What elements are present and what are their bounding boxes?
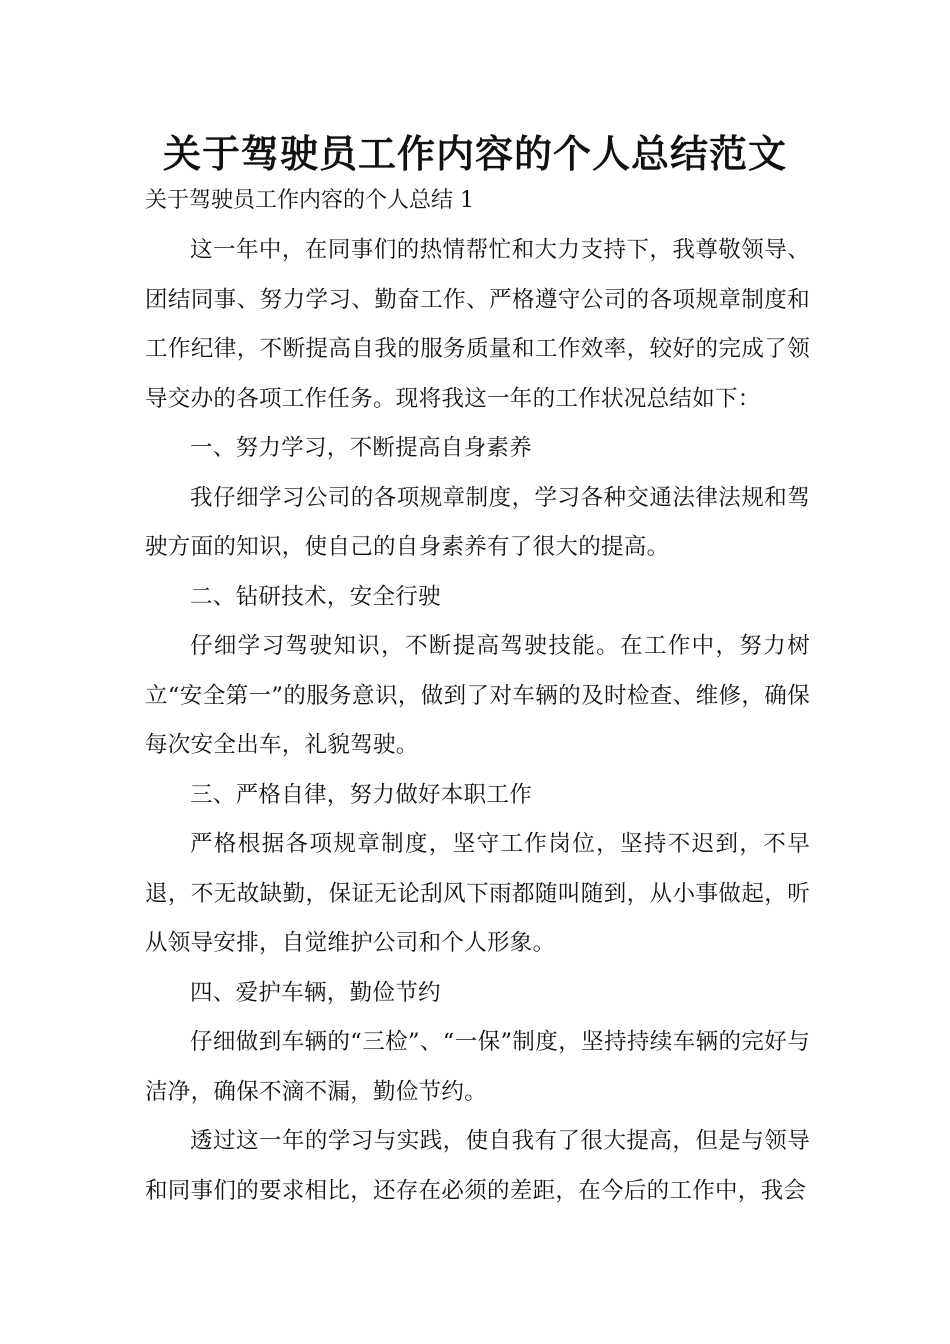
section-heading-3: 三、严格自律，努力做好本职工作 [190,781,533,808]
document-body [145,226,810,1216]
paragraph-intro: 这一年中，在同事们的热情帮忙和大力支持下，我尊敬领导、团结同事、努力学习、勤奋工作、严格遵守公司的各项规章制度和工作纪律，不断提高自我的服务质量和工作效率，较好的完成了领导交办的各项工作任务。现将我这一年的工作状况总结如下： [145,237,810,412]
document-subtitle: 关于驾驶员工作内容的个人总结 1 [145,188,474,213]
paragraph-study: 我仔细学习公司的各项规章制度，学习各种交通法律法规和驾驶方面的知识，使自己的自身素养有了很大的提高。 [145,484,810,560]
section-heading-2: 二、钻研技术，安全行驶 [190,583,441,610]
section-heading-1: 一、努力学习，不断提高自身素养 [190,435,533,461]
document-title: 关于驾驶员工作内容的个人总结范文 [162,132,787,176]
section-heading-4: 四、爱护车辆，勤俭节约 [190,979,441,1006]
paragraph-discipline: 严格根据各项规章制度，坚守工作岗位，坚持不迟到，不早退，不无故缺勤，保证无论刮风下雨都随叫随到，从小事做起，听从领导安排，自觉维护公司和个人形象。 [145,831,810,956]
paragraph-conclusion: 透过这一年的学习与实践，使自我有了很大提高，但是与领导和同事们的要求相比，还存在必须的差距，在今后的工作中，我会 [145,1128,810,1204]
paragraph-safety: 仔细学习驾驶知识，不断提高驾驶技能。在工作中，努力树立“安全第一”的服务意识，做到了对车辆的及时检查、维修，确保每次安全出车，礼貌驾驶。 [145,633,810,758]
paragraph-vehicle-care: 仔细做到车辆的“三检”、“一保”制度，坚持持续车辆的完好与洁净，确保不滴不漏，勤俭节约。 [145,1029,810,1105]
